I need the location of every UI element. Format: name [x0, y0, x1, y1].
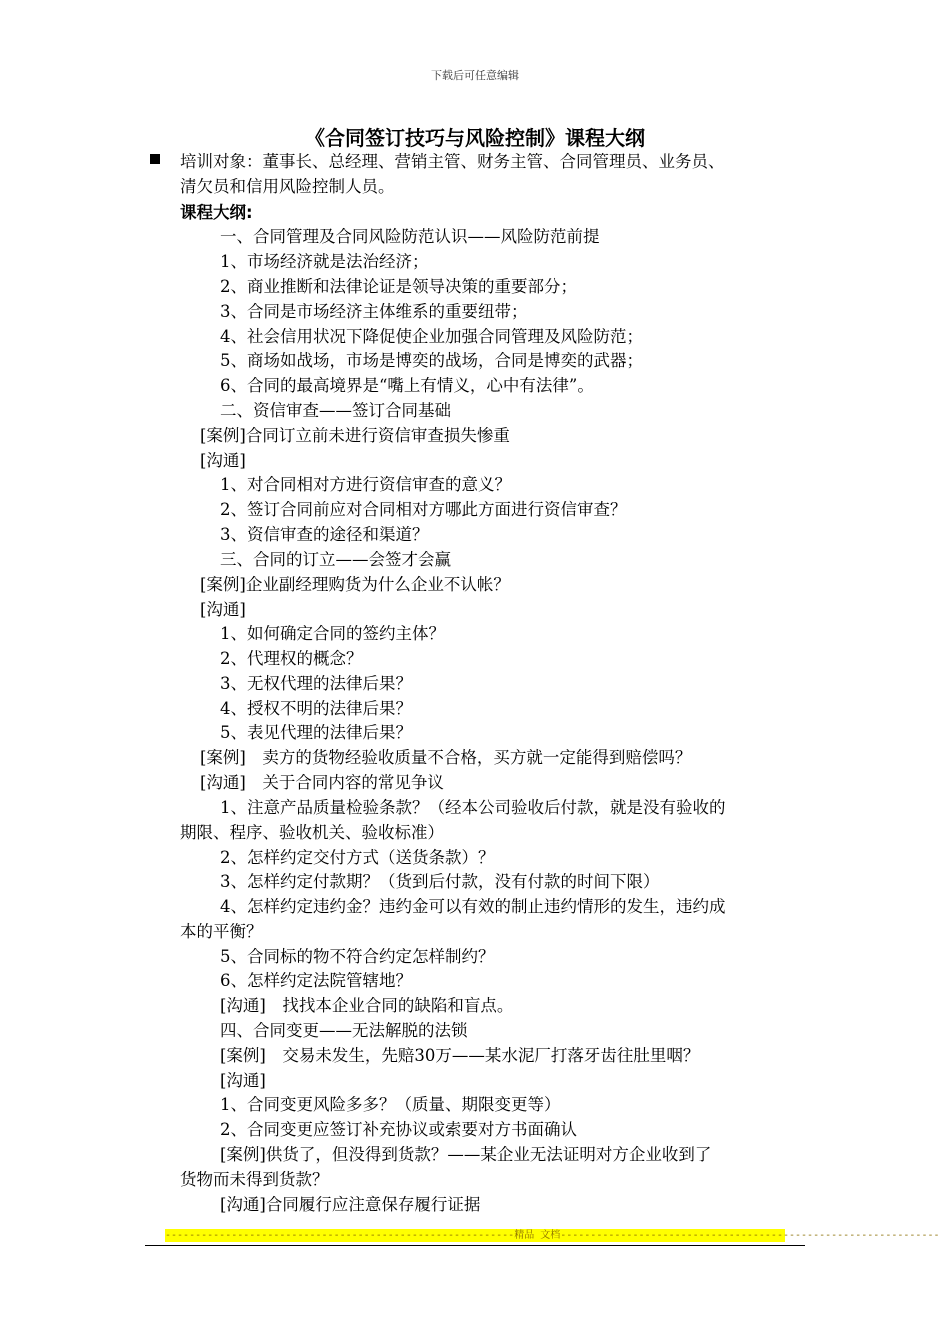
- text-line: 3、资信审查的途径和渠道？: [220, 525, 429, 544]
- text-line: 6、怎样约定法院管辖地？: [220, 971, 412, 990]
- text-line: 4、怎样约定违约金？违约金可以有效的制止违约情形的发生，违约成: [220, 897, 726, 916]
- text-line: 2、签订合同前应对合同相对方哪此方面进行资信审查？: [220, 500, 627, 519]
- text-line: 1、如何确定合同的签约主体？: [220, 624, 445, 643]
- text-line: 课程大纲:: [180, 203, 253, 222]
- text-line: 4、社会信用状况下降促使企业加强合同管理及风险防范；: [220, 327, 643, 346]
- text-line: 1、市场经济就是法治经济；: [220, 252, 429, 271]
- text-line: 2、合同变更应签订补充协议或索要对方书面确认: [220, 1120, 577, 1139]
- text-line: 1、注意产品质量检验条款？（经本公司验收后付款，就是没有验收的: [220, 798, 726, 817]
- text-line: 5、商场如战场，市场是博奕的战场，合同是博奕的武器；: [220, 351, 643, 370]
- text-line: 清欠员和信用风险控制人员。: [180, 177, 395, 196]
- text-line: 期限、程序、验收机关、验收标准）: [180, 823, 444, 842]
- text-line: [沟通] 关于合同内容的常见争议: [200, 773, 444, 792]
- text-line: 6、合同的最高境界是“嘴上有情义，心中有法律”。: [220, 376, 594, 395]
- text-line: 培训对象：董事长、总经理、营销主管、财务主管、合同管理员、业务员、: [180, 152, 725, 171]
- text-line: 5、合同标的物不符合约定怎样制约？: [220, 947, 495, 966]
- text-line: 货物而未得到货款？: [180, 1170, 329, 1189]
- text-line: 1、对合同相对方进行资信审查的意义？: [220, 475, 511, 494]
- text-line: 1、合同变更风险多多？（质量、期限变更等）: [220, 1095, 561, 1114]
- text-line: [案例]合同订立前未进行资信审查损失惨重: [200, 426, 510, 445]
- text-line: 二、资信审查——签订合同基础: [220, 401, 451, 420]
- text-line: 3、无权代理的法律后果？: [220, 674, 412, 693]
- text-line: [案例]供货了，但没得到货款？——某企业无法证明对方企业收到了: [220, 1145, 712, 1164]
- text-line: 2、代理权的概念？: [220, 649, 363, 668]
- footer-divider: [145, 1245, 805, 1246]
- text-line: [案例] 交易未发生，先赔30万——某水泥厂打落牙齿往肚里咽？: [220, 1046, 700, 1065]
- text-line: [沟通]合同履行应注意保存履行证据: [220, 1195, 481, 1214]
- header-note: 下载后可任意编辑: [431, 69, 519, 82]
- text-line: [沟通]: [200, 451, 246, 470]
- text-line: 2、怎样约定交付方式（送货条款）？: [220, 848, 495, 867]
- footer-watermark: ----------------------------------------------------------精品 文档---------------------------------------------------------------: [165, 1230, 940, 1241]
- text-line: 2、商业推断和法律论证是领导决策的重要部分；: [220, 277, 577, 296]
- text-line: 3、合同是市场经济主体维系的重要纽带；: [220, 302, 528, 321]
- text-line: [案例]企业副经理购货为什么企业不认帐？: [200, 575, 510, 594]
- text-line: 三、合同的订立——会签才会赢: [220, 550, 451, 569]
- text-line: [沟通]: [200, 600, 246, 619]
- text-line: 四、合同变更——无法解脱的法锁: [220, 1021, 468, 1040]
- text-line: 一、合同管理及合同风险防范认识——风险防范前提: [220, 227, 600, 246]
- text-line: 本的平衡？: [180, 922, 263, 941]
- document-title: 《合同签订技巧与风险控制》课程大纲: [305, 126, 645, 150]
- text-line: 4、授权不明的法律后果？: [220, 699, 412, 718]
- square-bullet-icon: [150, 154, 160, 164]
- text-line: [沟通] 找找本企业合同的缺陷和盲点。: [220, 996, 514, 1015]
- text-line: 3、怎样约定付款期？（货到后付款，没有付款的时间下限）: [220, 872, 660, 891]
- text-line: 5、表见代理的法律后果？: [220, 723, 412, 742]
- text-line: [沟通]: [220, 1071, 266, 1090]
- text-line: [案例] 卖方的货物经验收质量不合格，买方就一定能得到赔偿吗？: [200, 748, 692, 767]
